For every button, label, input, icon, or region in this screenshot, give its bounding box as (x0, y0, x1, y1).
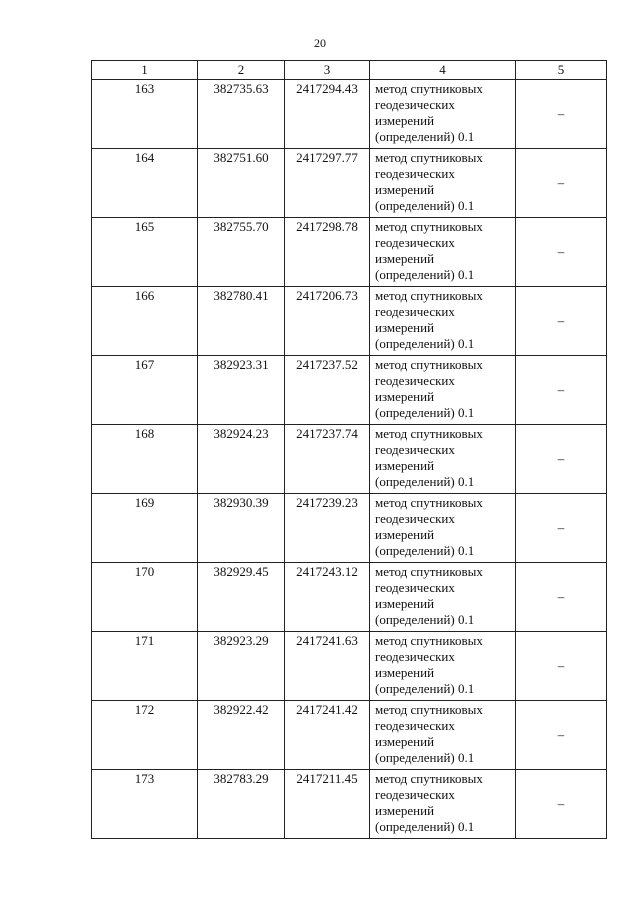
method-line: (определений) 0.1 (375, 405, 475, 420)
column-header-2: 2 (198, 61, 285, 80)
y-coordinate-cell: 2417243.12 (285, 563, 370, 632)
method-line: измерений (375, 596, 435, 611)
method-line: геодезических (375, 166, 455, 181)
column-5-cell: – (516, 770, 607, 839)
column-5-cell: – (516, 563, 607, 632)
method-cell (370, 425, 516, 494)
x-coordinate-cell: 382755.70 (198, 218, 285, 287)
method-line: измерений (375, 389, 435, 404)
method-line: (определений) 0.1 (375, 612, 475, 627)
table-row (92, 287, 607, 356)
column-5-cell: – (516, 632, 607, 701)
y-coordinate-cell: 2417298.78 (285, 218, 370, 287)
table-row (92, 494, 607, 563)
method-line: геодезических (375, 304, 455, 319)
method-line: геодезических (375, 511, 455, 526)
y-coordinate-cell: 2417237.74 (285, 425, 370, 494)
point-number-cell: 166 (92, 287, 198, 356)
column-5-cell: – (516, 218, 607, 287)
column-header-5: 5 (516, 61, 607, 80)
method-line: (определений) 0.1 (375, 750, 475, 765)
method-line: метод спутниковых (375, 288, 483, 303)
method-cell (370, 701, 516, 770)
table-row (92, 218, 607, 287)
method-line: (определений) 0.1 (375, 474, 475, 489)
method-line: измерений (375, 251, 435, 266)
method-cell (370, 356, 516, 425)
point-number-cell: 167 (92, 356, 198, 425)
method-line: (определений) 0.1 (375, 198, 475, 213)
method-line: метод спутниковых (375, 564, 483, 579)
method-line: измерений (375, 113, 435, 128)
point-number-cell: 168 (92, 425, 198, 494)
method-line: измерений (375, 320, 435, 335)
x-coordinate-cell: 382751.60 (198, 149, 285, 218)
x-coordinate-cell: 382924.23 (198, 425, 285, 494)
point-number-cell: 163 (92, 80, 198, 149)
method-line: метод спутниковых (375, 357, 483, 372)
method-line: геодезических (375, 373, 455, 388)
method-cell (370, 218, 516, 287)
method-line: геодезических (375, 649, 455, 664)
method-line: измерений (375, 803, 435, 818)
table-row (92, 632, 607, 701)
method-line: (определений) 0.1 (375, 129, 475, 144)
method-line: метод спутниковых (375, 150, 483, 165)
table-row (92, 563, 607, 632)
coordinates-table (91, 60, 607, 839)
method-cell (370, 494, 516, 563)
table-row (92, 149, 607, 218)
method-line: измерений (375, 182, 435, 197)
method-line: метод спутниковых (375, 633, 483, 648)
x-coordinate-cell: 382923.29 (198, 632, 285, 701)
x-coordinate-cell: 382923.31 (198, 356, 285, 425)
table-body (92, 80, 607, 839)
method-line: геодезических (375, 580, 455, 595)
method-line: геодезических (375, 235, 455, 250)
column-5-cell: – (516, 356, 607, 425)
point-number-cell: 165 (92, 218, 198, 287)
point-number-cell: 172 (92, 701, 198, 770)
method-line: измерений (375, 458, 435, 473)
method-line: геодезических (375, 718, 455, 733)
page-number: 20 (314, 36, 326, 50)
column-5-cell: – (516, 149, 607, 218)
table-row (92, 356, 607, 425)
x-coordinate-cell: 382735.63 (198, 80, 285, 149)
method-line: измерений (375, 665, 435, 680)
method-line: (определений) 0.1 (375, 819, 475, 834)
method-line: (определений) 0.1 (375, 681, 475, 696)
y-coordinate-cell: 2417241.42 (285, 701, 370, 770)
column-header-4: 4 (370, 61, 516, 80)
y-coordinate-cell: 2417211.45 (285, 770, 370, 839)
table-row (92, 425, 607, 494)
method-line: метод спутниковых (375, 702, 483, 717)
method-cell (370, 632, 516, 701)
x-coordinate-cell: 382930.39 (198, 494, 285, 563)
point-number-cell: 170 (92, 563, 198, 632)
method-line: метод спутниковых (375, 426, 483, 441)
y-coordinate-cell: 2417239.23 (285, 494, 370, 563)
y-coordinate-cell: 2417237.52 (285, 356, 370, 425)
method-line: геодезических (375, 442, 455, 457)
x-coordinate-cell: 382780.41 (198, 287, 285, 356)
method-line: (определений) 0.1 (375, 336, 475, 351)
method-line: (определений) 0.1 (375, 543, 475, 558)
method-line: метод спутниковых (375, 495, 483, 510)
point-number-cell: 169 (92, 494, 198, 563)
column-header-3: 3 (285, 61, 370, 80)
column-5-cell: – (516, 425, 607, 494)
column-header-1: 1 (92, 61, 198, 80)
method-line: измерений (375, 734, 435, 749)
x-coordinate-cell: 382922.42 (198, 701, 285, 770)
table-row (92, 701, 607, 770)
method-cell (370, 287, 516, 356)
table-row (92, 80, 607, 149)
column-5-cell: – (516, 287, 607, 356)
method-cell (370, 80, 516, 149)
point-number-cell: 173 (92, 770, 198, 839)
method-cell (370, 563, 516, 632)
x-coordinate-cell: 382929.45 (198, 563, 285, 632)
method-line: геодезических (375, 97, 455, 112)
method-line: измерений (375, 527, 435, 542)
table-header-row (92, 61, 607, 80)
method-line: геодезических (375, 787, 455, 802)
y-coordinate-cell: 2417294.43 (285, 80, 370, 149)
method-cell (370, 149, 516, 218)
method-line: метод спутниковых (375, 219, 483, 234)
method-line: (определений) 0.1 (375, 267, 475, 282)
method-line: метод спутниковых (375, 81, 483, 96)
method-line: метод спутниковых (375, 771, 483, 786)
method-cell (370, 770, 516, 839)
y-coordinate-cell: 2417297.77 (285, 149, 370, 218)
column-5-cell: – (516, 80, 607, 149)
y-coordinate-cell: 2417241.63 (285, 632, 370, 701)
column-5-cell: – (516, 701, 607, 770)
point-number-cell: 171 (92, 632, 198, 701)
table-row (92, 770, 607, 839)
y-coordinate-cell: 2417206.73 (285, 287, 370, 356)
point-number-cell: 164 (92, 149, 198, 218)
column-5-cell: – (516, 494, 607, 563)
x-coordinate-cell: 382783.29 (198, 770, 285, 839)
